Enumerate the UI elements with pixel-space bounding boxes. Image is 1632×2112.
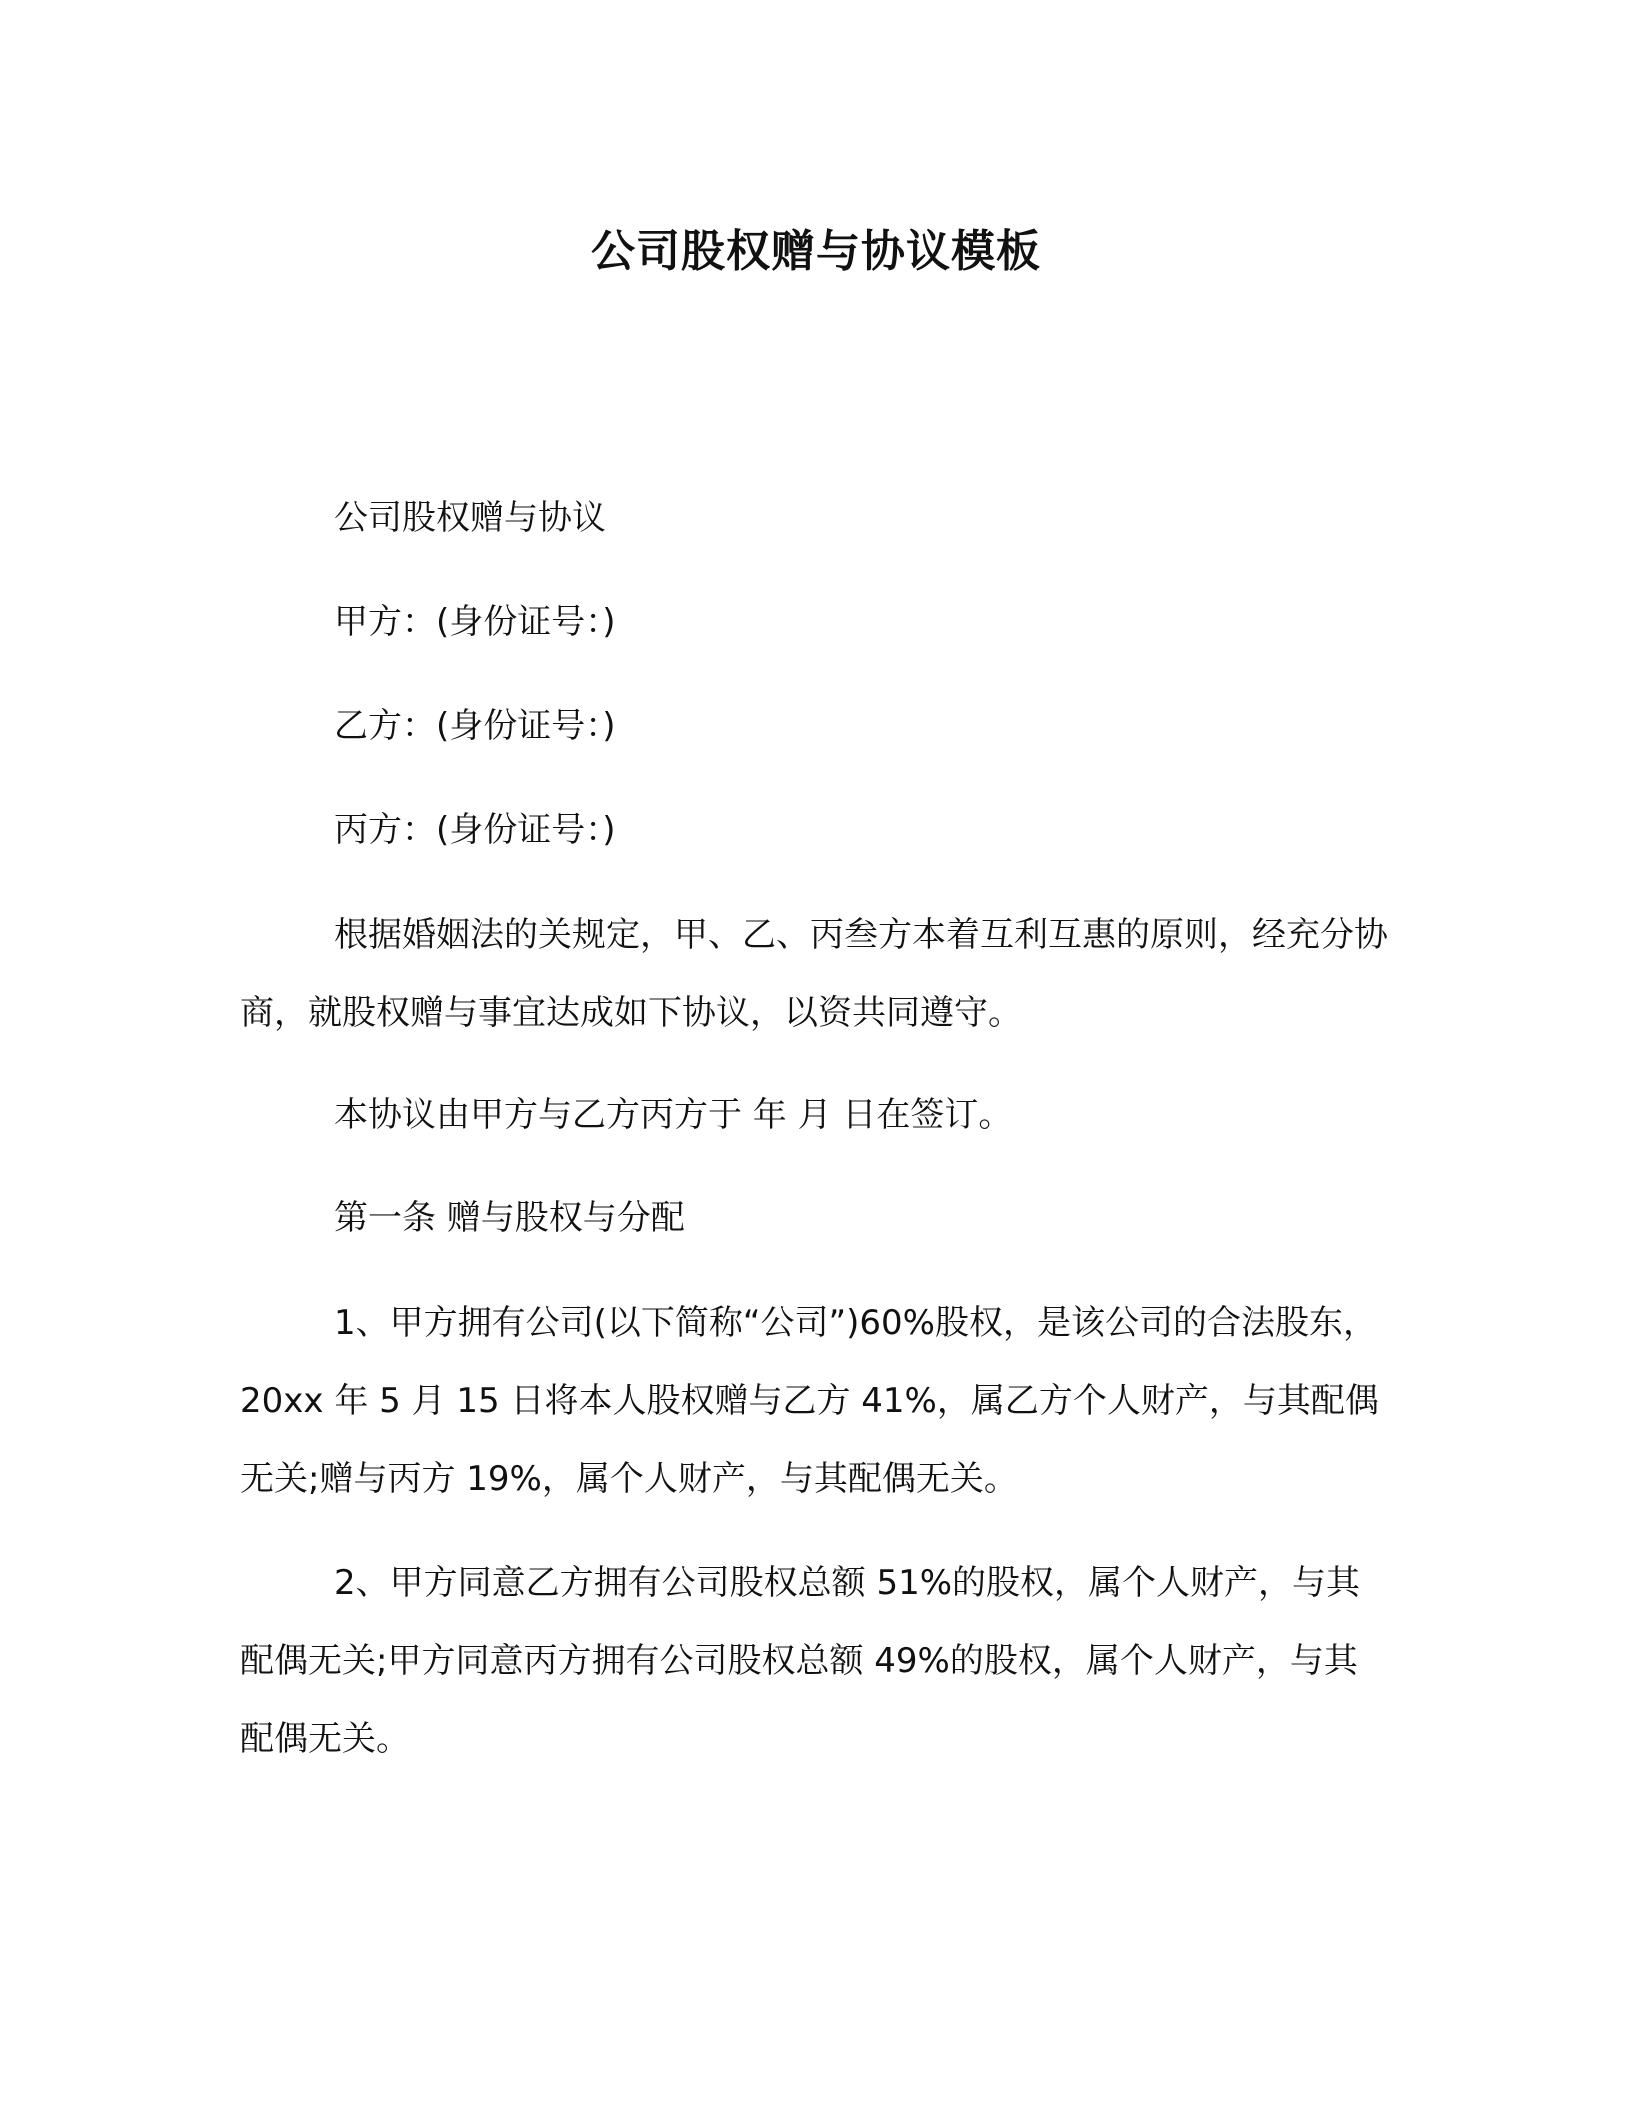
clause-2-paragraph: 2、甲方同意乙方拥有公司股权总额 51%的股权，属个人财产，与其配偶无关;甲方同意丙方拥有公司股权总额 49%的股权，属个人财产，与其配偶无关。 [240, 1563, 1361, 1759]
document-title: 公司股权赠与协议模板 [591, 226, 1041, 277]
party-a-line: 甲方：(身份证号：) [334, 602, 616, 642]
signing-paragraph: 本协议由甲方与乙方丙方于 年 月 日在签订。 [334, 1095, 1013, 1135]
clause-1-paragraph: 1、甲方拥有公司(以下简称“公司”)60%股权，是该公司的合法股东，20xx 年 5 月 15 日将本人股权赠与乙方 41%，属乙方个人财产，与其配偶无关;赠与丙方 19%，属个人财产，与其配偶无关。 [240, 1303, 1379, 1499]
party-c-line: 丙方：(身份证号：) [334, 810, 616, 850]
party-b-line: 乙方：(身份证号：) [334, 706, 616, 746]
preamble-paragraph: 根据婚姻法的关规定，甲、乙、丙叁方本着互利互惠的原则，经充分协商，就股权赠与事宜达成如下协议，以资共同遵守。 [240, 915, 1388, 1033]
article-one-heading: 第一条 赠与股权与分配 [334, 1198, 685, 1238]
agreement-heading: 公司股权赠与协议 [334, 498, 606, 538]
